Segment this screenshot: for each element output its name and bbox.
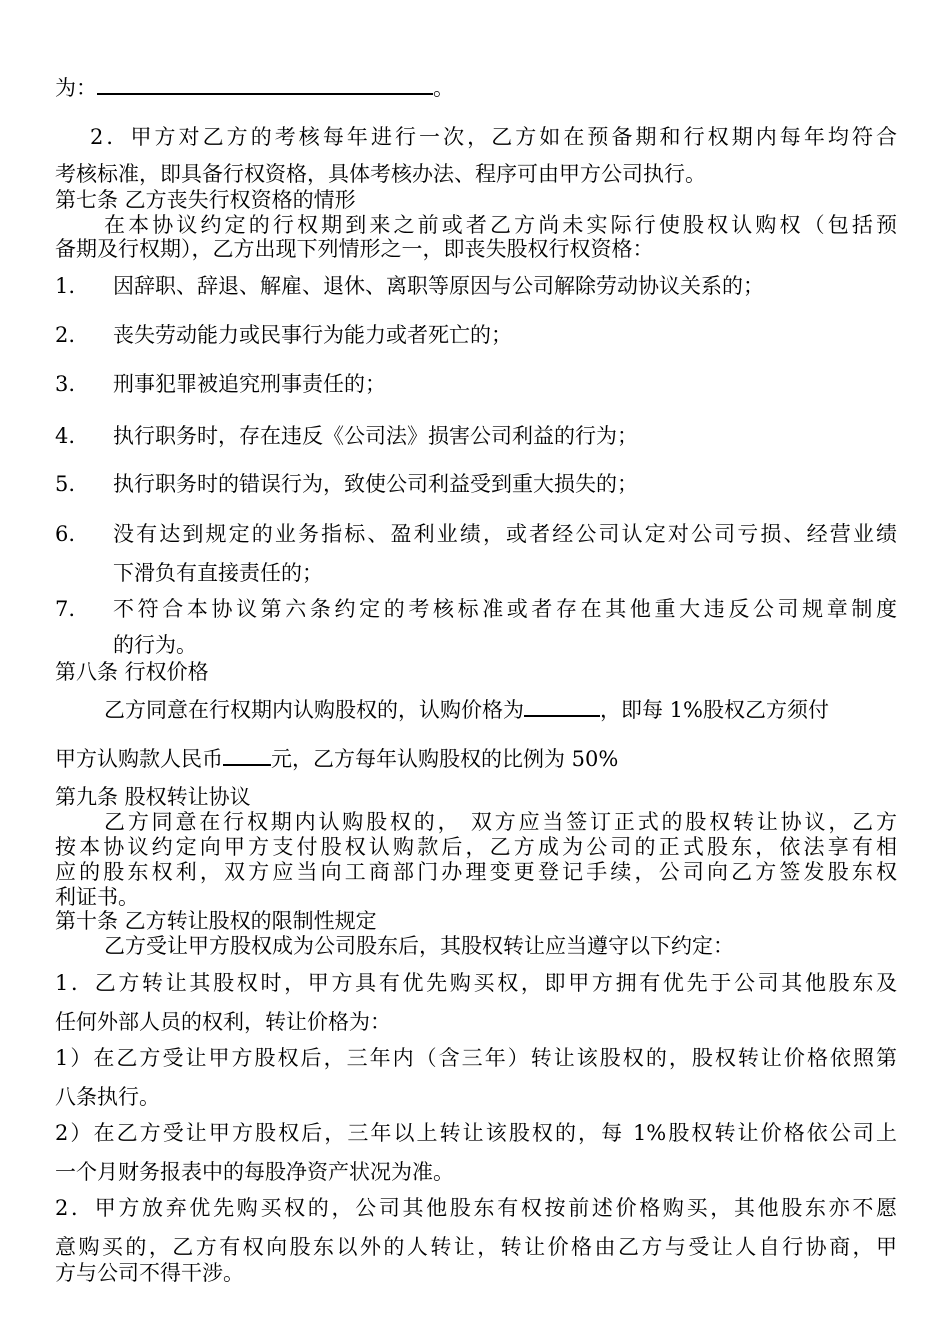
amount-blank — [223, 746, 271, 766]
paragraph-line: 八条执行。 — [55, 1085, 160, 1109]
list-number: 3. — [55, 372, 76, 396]
paragraph-line: 考核标准，即具备行权资格，具体考核办法、程序可由甲方公司执行。 — [55, 162, 706, 186]
paragraph-line: 按本协议约定向甲方支付股权认购款后，乙方成为公司的正式股东，依法享有相 — [55, 835, 897, 859]
paragraph-line: 一个月财务报表中的每股净资产状况为准。 — [55, 1160, 454, 1184]
paragraph-line: 乙方受让甲方股权成为公司股东后，其股权转让应当遵守以下约定： — [104, 934, 734, 958]
paragraph-line: 乙方同意在行权期内认购股权的， 双方应当签订正式的股权转让协议，乙方 — [104, 810, 897, 834]
paragraph-line: 1．乙方转让其股权时，甲方具有优先购买权，即甲方拥有优先于公司其他股东及 — [55, 971, 897, 995]
list-text: 的行为。 — [113, 633, 197, 657]
list-item — [55, 471, 897, 497]
paragraph-line: 利证书。 — [55, 885, 139, 909]
paragraph-line: 在本协议约定的行权期到来之前或者乙方尚未实际行使股权认购权（包括预 — [104, 213, 897, 237]
paragraph-line: 意购买的，乙方有权向股东以外的人转让，转让价格由乙方与受让人自行协商，甲 — [55, 1235, 897, 1259]
list-item — [55, 371, 897, 397]
list-text: 因辞职、辞退、解雇、退休、离职等原因与公司解除劳动协议关系的； — [113, 274, 764, 298]
list-text: 丧失劳动能力或民事行为能力或者死亡的； — [113, 323, 512, 347]
article-heading: 第九条 股权转让协议 — [55, 785, 251, 809]
text: 元，乙方每年认购股权的比例为 50% — [271, 747, 619, 771]
text: 甲方认购款人民币 — [55, 747, 223, 771]
article-heading: 第八条 行权价格 — [55, 660, 209, 684]
paragraph-line: 2）在乙方受让甲方股权后，三年以上转让该股权的，每 1%股权转让价格依公司上 — [55, 1121, 897, 1145]
text: ，即每 1%股权乙方须付 — [600, 698, 829, 722]
price-blank — [524, 697, 600, 717]
paragraph-line: 2．甲方对乙方的考核每年进行一次，乙方如在预备期和行权期内每年均符合 — [90, 125, 897, 149]
list-number: 4. — [55, 424, 76, 448]
paragraph-line: 任何外部人员的权利，转让价格为： — [55, 1010, 391, 1034]
paragraph-line: 2．甲方放弃优先购买权的，公司其他股东有权按前述价格购买，其他股东亦不愿 — [55, 1196, 897, 1220]
list-text: 没有达到规定的业务指标、盈利业绩，或者经公司认定对公司亏损、经营业绩 — [113, 522, 897, 546]
article-heading: 第七条 乙方丧失行权资格的情形 — [55, 188, 356, 212]
list-item — [55, 273, 897, 299]
article-heading: 第十条 乙方转让股权的限制性规定 — [55, 909, 377, 933]
list-number: 5. — [55, 472, 76, 496]
list-number: 7. — [55, 597, 76, 621]
paragraph-line — [55, 746, 897, 772]
text: 为： — [55, 76, 97, 100]
list-text: 刑事犯罪被追究刑事责任的； — [113, 372, 386, 396]
list-number: 2. — [55, 323, 76, 347]
blank-underline — [97, 75, 433, 95]
paragraph-line: 备期及行权期），乙方出现下列情形之一，即丧失股权行权资格： — [55, 237, 654, 261]
paragraph-line: 方与公司不得干涉。 — [55, 1261, 244, 1285]
list-text: 不符合本协议第六条约定的考核标准或者存在其他重大违反公司规章制度 — [113, 597, 897, 621]
list-number: 1. — [55, 274, 76, 298]
text: 乙方同意在行权期内认购股权的，认购价格为 — [104, 698, 524, 722]
list-text: 执行职务时，存在违反《公司法》损害公司利益的行为； — [113, 424, 638, 448]
list-text: 下滑负有直接责任的； — [113, 561, 323, 585]
text-line — [55, 75, 897, 101]
list-item — [55, 423, 897, 449]
list-text: 执行职务时的错误行为，致使公司利益受到重大损失的； — [113, 472, 638, 496]
paragraph-line: 1）在乙方受让甲方股权后，三年内（含三年）转让该股权的，股权转让价格依照第 — [55, 1046, 897, 1070]
list-number: 6. — [55, 522, 76, 546]
text: 。 — [433, 76, 454, 100]
list-item — [55, 322, 897, 348]
paragraph-line — [104, 697, 897, 723]
paragraph-line: 应的股东权利，双方应当向工商部门办理变更登记手续，公司向乙方签发股东权 — [55, 860, 897, 884]
